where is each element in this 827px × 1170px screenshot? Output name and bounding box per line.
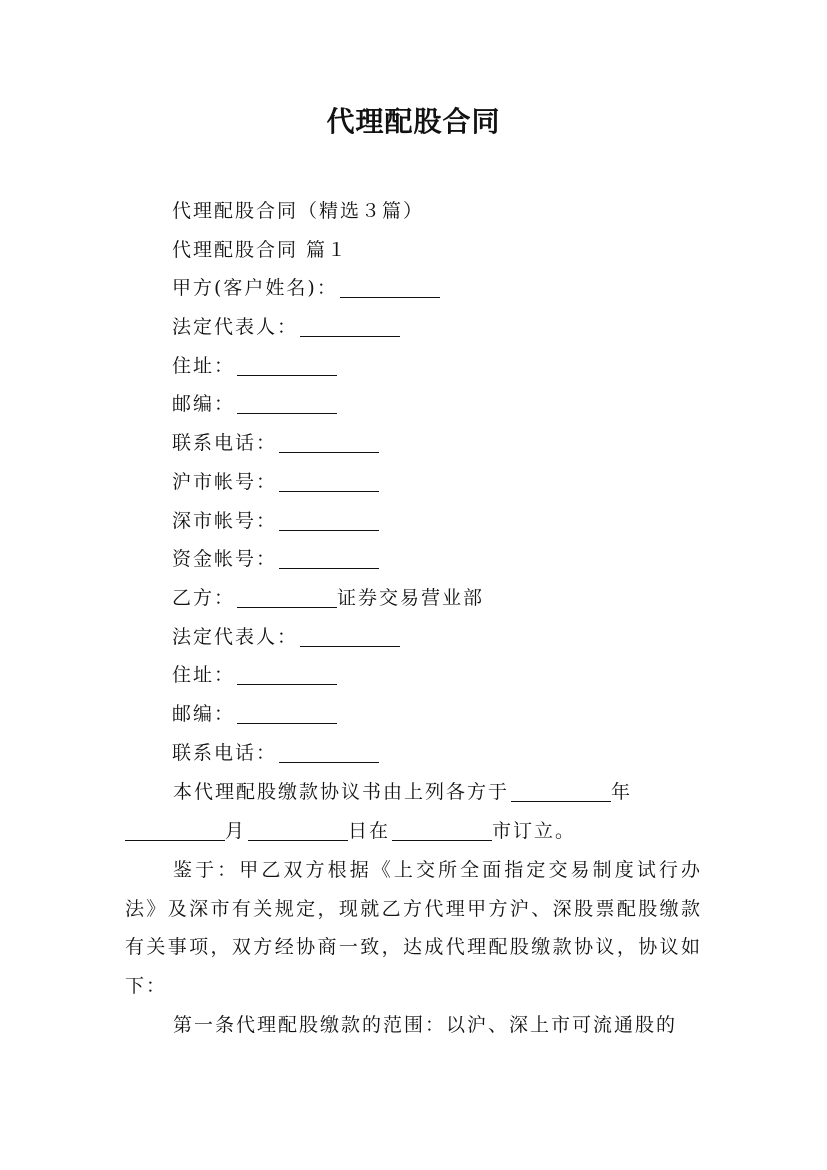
field-line [172, 656, 702, 695]
field-line [172, 347, 702, 386]
field-label: 邮编： [172, 393, 236, 416]
whereas-paragraph: 鉴于：甲乙双方根据《上交所全面指定交易制度试行办法》及深市有关规定，现就乙方代理甲方沪、深股票配股缴款有关事项，双方经协商一致，达成代理配股缴款协议，协议如下： [125, 859, 702, 998]
field-line [172, 192, 702, 231]
field-suffix: 证券交易营业部 [337, 586, 485, 609]
field-label: 代理配股合同 篇１ [172, 238, 349, 261]
field-line [172, 618, 702, 657]
blank-line [279, 506, 379, 531]
blank-line [300, 622, 400, 647]
blank-line [237, 389, 337, 414]
blank-line [279, 544, 379, 569]
agreement-end: 市订立。 [492, 819, 577, 842]
field-label: 资金帐号： [172, 548, 278, 571]
blank-line [237, 660, 337, 685]
blank-line [511, 777, 611, 802]
field-label: 住址： [172, 354, 236, 377]
field-line [172, 385, 702, 424]
field-line [172, 695, 702, 734]
field-label: 住址： [172, 664, 236, 687]
field-label: 联系电话： [172, 741, 278, 764]
blank-line [237, 699, 337, 724]
field-label: 乙方： [172, 586, 236, 609]
day-at-label: 日在 [348, 819, 391, 842]
field-line [172, 231, 702, 270]
blank-line [392, 816, 492, 841]
blank-line [279, 428, 379, 453]
year-label: 年 [611, 781, 633, 803]
field-line [172, 269, 702, 308]
field-line [172, 502, 702, 541]
field-label: 邮编： [172, 702, 236, 725]
field-label: 法定代表人： [172, 316, 299, 339]
field-label: 联系电话： [172, 432, 278, 455]
field-label: 代理配股合同（精选３篇） [172, 200, 425, 222]
document-title: 代理配股合同 [326, 105, 501, 138]
blank-line [237, 583, 337, 608]
field-label: 法定代表人： [172, 625, 299, 648]
blank-line [279, 738, 379, 763]
field-line [172, 463, 702, 502]
blank-line [248, 816, 348, 841]
field-label: 深市帐号： [172, 509, 278, 532]
month-label: 月 [225, 819, 247, 842]
article-1-paragraph: 第一条代理配股缴款的范围：以沪、深上市可流通股的 [173, 1014, 678, 1036]
blank-line [279, 467, 379, 492]
agreement-text-1: 本代理配股缴款协议书由上列各方于 [173, 781, 510, 803]
field-label: 沪市帐号： [172, 470, 278, 493]
field-line [172, 540, 702, 579]
blank-line [340, 273, 440, 298]
field-line [172, 308, 702, 347]
blank-line [237, 351, 337, 376]
blank-line [125, 816, 225, 841]
blank-line [300, 312, 400, 337]
field-line [172, 734, 702, 773]
field-line [172, 424, 702, 463]
field-lines [172, 192, 702, 772]
agreement-paragraph [125, 773, 702, 850]
field-line [172, 579, 702, 618]
field-label: 甲方(客户姓名)： [172, 277, 338, 300]
